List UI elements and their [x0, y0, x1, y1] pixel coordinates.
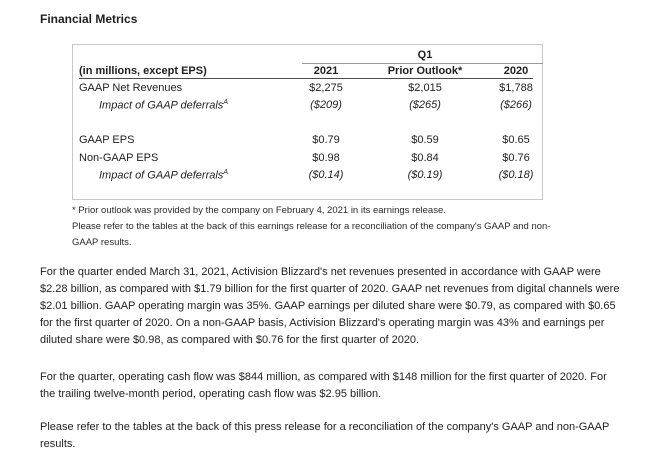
cell-deferrals-eps-2021: ($0.14) — [308, 169, 344, 181]
cell-gaap-net-revenues-2020: $1,788 — [499, 82, 533, 94]
prior-outlook-footnote: * Prior outlook was provided by the company on February 4, 2021 in its earnings release. — [72, 205, 446, 216]
column-header-prior-outlook: Prior Outlook* — [387, 65, 463, 77]
row-label-impact-gaap-deferrals-revenue: Impact of GAAP deferrals$^A$ — [99, 99, 228, 112]
row-label-impact-gaap-deferrals-eps: Impact of GAAP deferrals$^A$ — [99, 169, 228, 182]
column-header-units: (in millions, except EPS) — [79, 65, 207, 77]
cell-gaap-eps-2021: $0.79 — [312, 134, 340, 146]
reconciliation-note-line1: Please refer to the tables at the back of this earnings release for a reconciliation of the company's GAAP and non- — [72, 221, 551, 232]
footnote-marker: A — [223, 169, 228, 176]
cell-gaap-eps-outlook: $0.59 — [411, 134, 439, 146]
cell-deferrals-eps-2020: ($0.18) — [498, 169, 534, 181]
quarter-group-header: Q1 — [417, 49, 433, 61]
section-title: Financial Metrics — [40, 12, 138, 26]
paragraph-cash-flow: For the quarter, operating cash flow was $844 million, as compared with $148 million for the first quarter of 2020. For the trailing twelve-month period, operating cash flow was $2.95 billion. — [40, 371, 607, 400]
paragraph-reconciliation: Please refer to the tables at the back of this press release for a reconciliation of the company's GAAP and non-GAAP results. — [40, 421, 610, 450]
cell-gaap-net-revenues-2021: $2,275 — [309, 82, 343, 94]
cell-non-gaap-eps-outlook: $0.84 — [411, 152, 439, 164]
cell-deferrals-revenue-2020: ($266) — [500, 99, 532, 111]
cell-gaap-net-revenues-outlook: $2,015 — [408, 82, 442, 94]
footnote-marker: A — [223, 99, 228, 106]
row-label-gaap-net-revenues: GAAP Net Revenues — [79, 82, 183, 94]
cell-deferrals-revenue-outlook: ($265) — [409, 99, 441, 111]
reconciliation-note-line2: GAAP results. — [72, 237, 132, 248]
group-header-rule — [302, 63, 543, 64]
paragraph-quarter-results: For the quarter ended March 31, 2021, Activision Blizzard's net revenues presented in accordance with GAAP were $2.28 billion, as compared with $1.79 billion for the first quarter of 2020. GAAP net revenues from digital channels were $2.01 billion. GAAP operating margin was 35%. GAAP earnings per diluted share were $0.79, as compared with $0.65 for the first quarter of 2020. On a non-GAAP basis, Activision Blizzard's operating margin was 43% and earnings per diluted share were $0.98, as compared with $0.76 for the first quarter of 2020. — [40, 266, 620, 346]
cell-gaap-eps-2020: $0.65 — [502, 134, 530, 146]
row-label-gaap-eps: GAAP EPS — [79, 134, 135, 146]
column-header-2021: 2021 — [313, 65, 339, 77]
cell-deferrals-eps-outlook: ($0.19) — [407, 169, 443, 181]
row-label-non-gaap-eps: Non-GAAP EPS — [79, 152, 159, 164]
column-header-2020: 2020 — [503, 65, 529, 77]
cell-non-gaap-eps-2021: $0.98 — [312, 152, 340, 164]
header-rule — [79, 78, 533, 79]
cell-deferrals-revenue-2021: ($209) — [310, 99, 342, 111]
cell-non-gaap-eps-2020: $0.76 — [502, 152, 530, 164]
